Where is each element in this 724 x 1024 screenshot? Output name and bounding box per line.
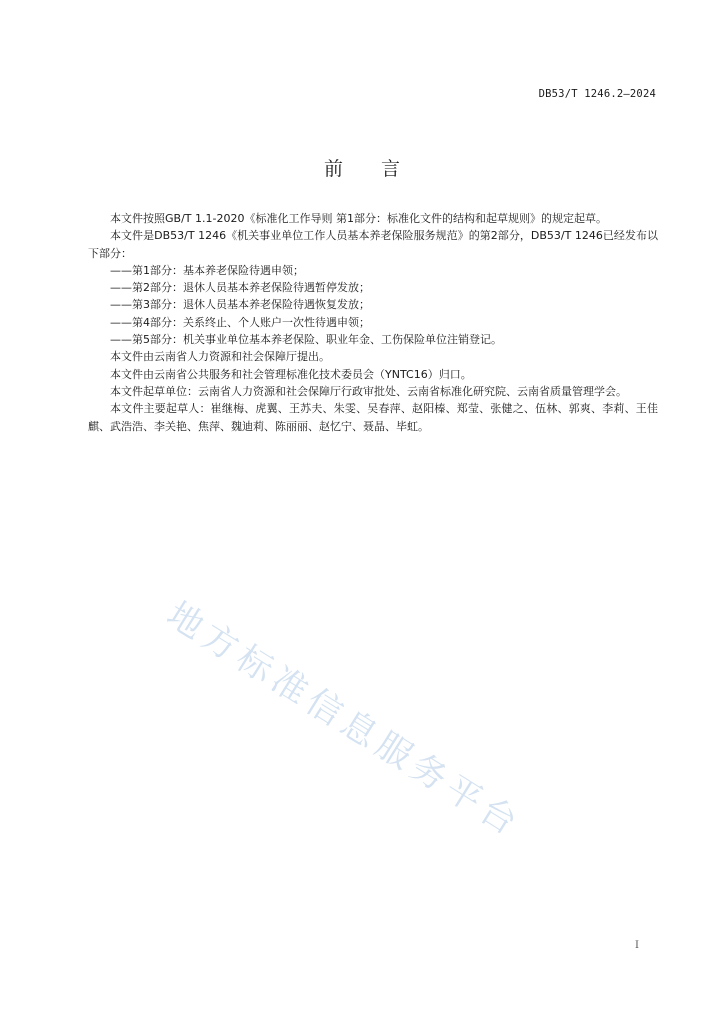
watermark: 地方标准信息服务平台 bbox=[159, 594, 529, 846]
list-item: ——第4部分：关系终止、个人账户一次性待遇申领； bbox=[110, 315, 370, 329]
paragraph-drafting-rules: 本文件按照GB/T 1.1-2020《标准化工作导则 第1部分：标准化文件的结构和起草规则》的规定起草。 bbox=[110, 212, 607, 225]
document-code: DB53/T 1246.2—2024 bbox=[538, 88, 656, 100]
page-number: I bbox=[635, 940, 639, 951]
paragraph-drafters: 本文件主要起草人：崔继梅、虎翼、王苏夫、朱雯、吴春萍、赵阳榛、郑莹、张健之、伍林、郭爽、李莉、王佳麒、武浩浩、李关艳、焦萍、魏迪莉、陈丽丽、赵忆宁、聂晶、毕虹。 bbox=[88, 402, 658, 433]
list-item: ——第5部分：机关事业单位基本养老保险、职业年金、工伤保险单位注销登记。 bbox=[110, 333, 502, 347]
paragraph-drafting-units: 本文件起草单位：云南省人力资源和社会保障厅行政审批处、云南省标准化研究院、云南省质量管理学会。 bbox=[110, 384, 627, 398]
paragraph-series-intro: 本文件是DB53/T 1246《机关事业单位工作人员基本养老保险服务规范》的第2部分，DB53/T 1246已经发布以下部分： bbox=[88, 229, 658, 260]
parts-list bbox=[88, 262, 658, 348]
paragraph-committee: 本文件由云南省公共服务和社会管理标准化技术委员会（YNTC16）归口。 bbox=[110, 367, 472, 381]
list-item: ——第2部分：退休人员基本养老保险待遇暂停发放； bbox=[110, 281, 370, 295]
foreword-body bbox=[88, 210, 658, 435]
paragraph-proposer: 本文件由云南省人力资源和社会保障厅提出。 bbox=[110, 350, 330, 364]
page-title: 前言 bbox=[323, 158, 438, 180]
list-item: ——第1部分：基本养老保险待遇申领； bbox=[110, 263, 304, 277]
list-item: ——第3部分：退休人员基本养老保险待遇恢复发放； bbox=[110, 298, 370, 312]
